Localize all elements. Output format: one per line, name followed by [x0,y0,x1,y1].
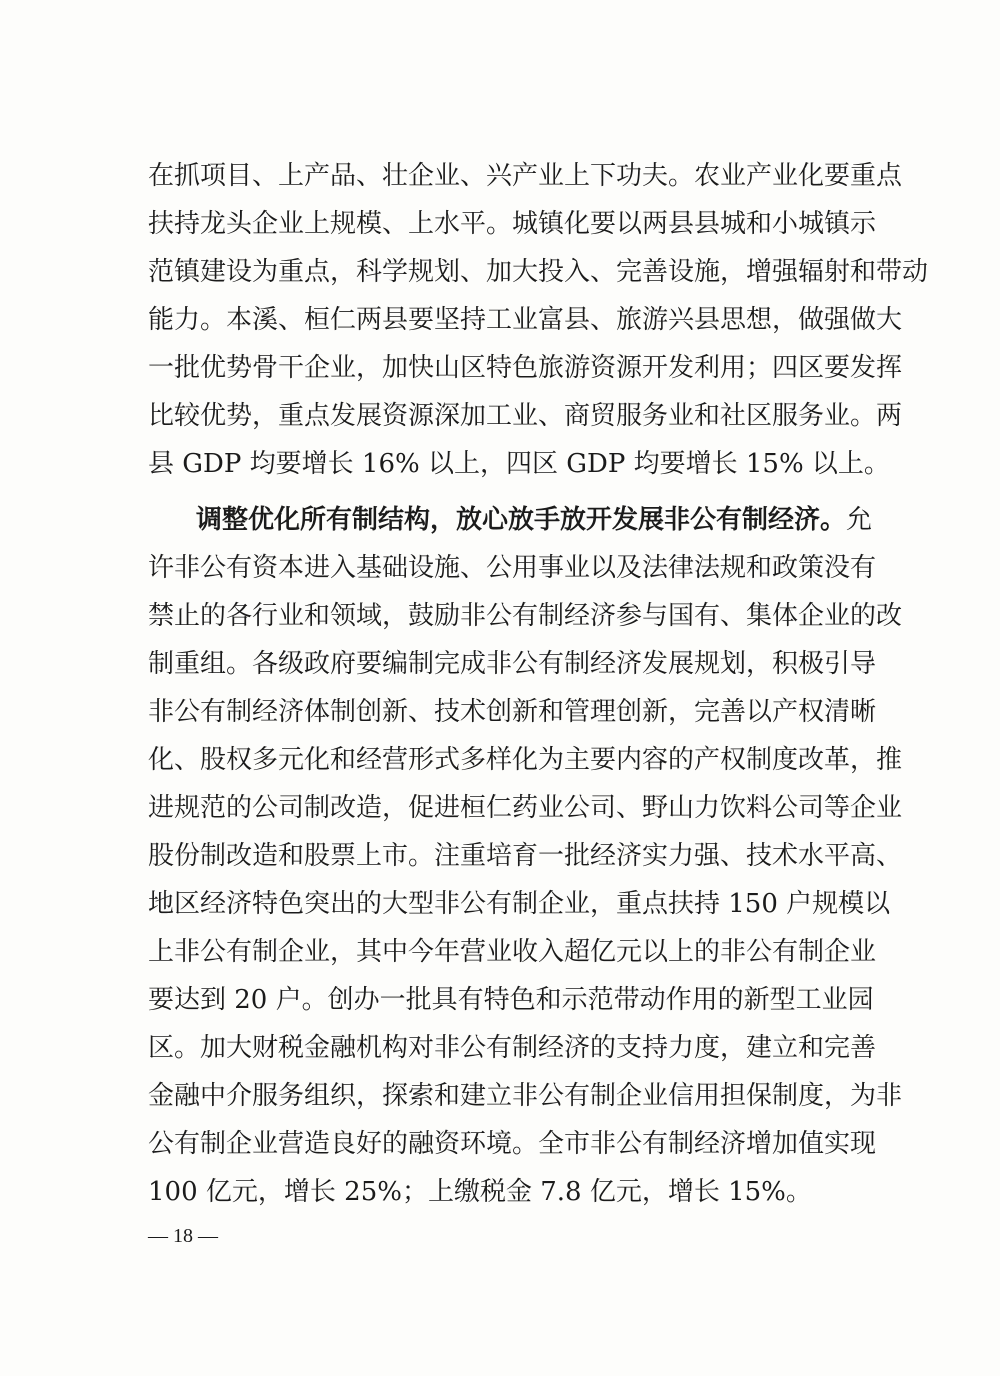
paragraph-heading-line [196,500,873,540]
text-line: 能力。本溪、桓仁两县要坚持工业富县、旅游兴县思想，做强做大 [148,305,903,335]
text-line: 地区经济特色突出的大型非公有制企业，重点扶持 150 户规模以 [148,889,891,919]
text-line: 公有制企业营造良好的融资环境。全市非公有制经济增加值实现 [148,1129,877,1159]
text-line: 范镇建设为重点，科学规划、加大投入、完善设施，增强辐射和带动 [148,257,929,287]
text-line: 扶持龙头企业上规模、上水平。城镇化要以两县县城和小城镇示 [148,209,877,239]
text-line: 化、股权多元化和经营形式多样化为主要内容的产权制度改革，推 [148,745,903,775]
text-line: 金融中介服务组织，探索和建立非公有制企业信用担保制度，为非 [148,1081,903,1111]
text-line: 县 GDP 均要增长 16% 以上，四区 GDP 均要增长 15% 以上。 [148,449,890,479]
paragraph-heading-rest: 允 [846,505,873,535]
text-line: 上非公有制企业，其中今年营业收入超亿元以上的非公有制企业 [148,937,877,967]
paragraph-heading: 调整优化所有制结构，放心放手放开发展非公有制经济。 [196,505,847,535]
text-line: 比较优势，重点发展资源深加工业、商贸服务业和社区服务业。两 [148,401,903,431]
text-line: 一批优势骨干企业，加快山区特色旅游资源开发利用；四区要发挥 [148,353,903,383]
text-line: 制重组。各级政府要编制完成非公有制经济发展规划，积极引导 [148,649,877,679]
text-line: 100 亿元，增长 25%；上缴税金 7.8 亿元，增长 15%。 [148,1177,812,1207]
page-number: — 18 — [148,1225,218,1247]
text-line: 在抓项目、上产品、壮企业、兴产业上下功夫。农业产业化要重点 [148,161,903,191]
text-line: 进规范的公司制改造，促进桓仁药业公司、野山力饮料公司等企业 [148,793,903,823]
text-line: 股份制改造和股票上市。注重培育一批经济实力强、技术水平高、 [148,841,903,871]
text-line: 许非公有资本进入基础设施、公用事业以及法律法规和政策没有 [148,553,877,583]
text-line: 非公有制经济体制创新、技术创新和管理创新，完善以产权清晰 [148,697,877,727]
text-line: 禁止的各行业和领域，鼓励非公有制经济参与国有、集体企业的改 [148,601,903,631]
text-line: 要达到 20 户。创办一批具有特色和示范带动作用的新型工业园 [148,985,874,1015]
text-line: 区。加大财税金融机构对非公有制经济的支持力度，建立和完善 [148,1033,877,1063]
